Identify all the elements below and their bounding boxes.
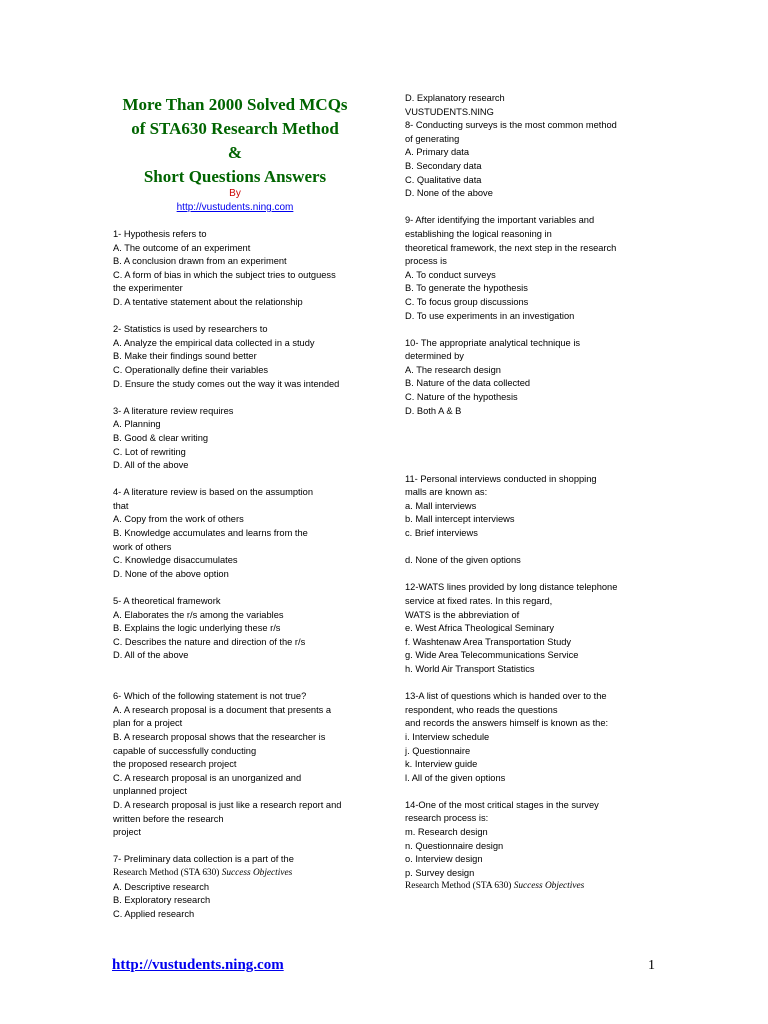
answer-option: B. Exploratory research [113,895,211,906]
question-block [405,473,655,568]
block-spacer [405,201,655,215]
question-text: 7- Preliminary data collection is a part of the [113,854,294,865]
header-site-link[interactable]: http://vustudents.ning.com [176,202,294,213]
answer-option: B. Make their findings sound better [113,351,257,362]
answer-option: and records the answers himself is known as the: [405,718,609,729]
answer-option: m. Research design [405,827,488,838]
answer-option: A. Copy from the work of others [113,514,244,525]
answer-option: d. None of the given options [405,555,521,566]
answer-option: A. Descriptive research [113,881,210,892]
running-header-note: Research Method (STA 630) Success Objectives [113,867,293,878]
answer-option: k. Interview guide [405,759,478,770]
answer-option: establishing the logical reasoning in [405,228,552,239]
answer-option: the proposed research project [113,759,237,770]
block-spacer [405,785,655,799]
blank-line [113,663,358,677]
answer-option: C. Lot of rewriting [113,446,186,457]
block-spacer [113,840,358,854]
left-question-column [113,228,358,921]
title-line-4: Short Questions Answers [143,167,327,186]
question-text: 10- The appropriate analytical technique is [405,337,581,348]
answer-option: D. Ensure the study comes out the way it was intended [113,378,340,389]
answer-option: n. Questionnaire design [405,840,504,851]
question-block [113,228,358,310]
answer-option: i. Interview schedule [405,731,490,742]
answer-option: D. To use experiments in an investigation [405,310,575,321]
answer-option: research process is: [405,813,489,824]
answer-option: capable of successfully conducting [113,745,257,756]
answer-option: A. The research design [405,364,501,375]
question-block [113,405,358,473]
question-text: 5- A theoretical framework [113,596,221,607]
answer-option: the experimenter [113,283,183,294]
answer-option: A. Planning [113,419,161,430]
answer-option: service at fixed rates. In this regard, [405,595,553,606]
question-block [113,690,358,840]
answer-option: VUSTUDENTS.NING [405,106,494,117]
answer-option: plan for a project [113,718,183,729]
blank-line [405,432,655,446]
answer-option: A. The outcome of an experiment [113,242,251,253]
answer-option: B. A research proposal shows that the researcher is [113,731,326,742]
answer-option: D. None of the above [405,188,493,199]
answer-option: C. Knowledge disaccumulates [113,555,238,566]
question-block [405,799,655,894]
block-spacer [113,310,358,324]
answer-option: f. Washtenaw Area Transportation Study [405,636,572,647]
question-text: 6- Which of the following statement is not true? [113,691,307,702]
right-question-column [405,92,655,894]
block-spacer [113,581,358,595]
answer-option: A. Analyze the empirical data collected in a study [113,337,315,348]
answer-option: B. Knowledge accumulates and learns from the [113,528,308,539]
answer-option: o. Interview design [405,854,483,865]
block-spacer [113,473,358,487]
question-text: D. Explanatory research [405,93,505,103]
answer-option: c. Brief interviews [405,528,478,538]
answer-option: D. All of the above [113,650,189,661]
answer-option: j. Questionnaire [405,745,471,756]
answer-option: B. A conclusion drawn from an experiment [113,256,287,267]
question-block [113,595,358,677]
question-text: 1- Hypothesis refers to [113,229,207,239]
answer-option: written before the research [113,813,224,824]
answer-option: B. To generate the hypothesis [405,283,528,294]
question-text: 13-A list of questions which is handed over to the [405,691,607,702]
answer-option: C. Describes the nature and direction of the r/s [113,636,306,647]
answer-option: A. To conduct surveys [405,269,496,280]
answer-option: respondent, who reads the questions [405,704,558,715]
answer-option: theoretical framework, the next step in the research [405,242,617,253]
title-line-1: More Than 2000 Solved MCQs [122,95,348,114]
block-spacer [405,459,655,473]
question-text: 4- A literature review is based on the assumption [113,487,313,498]
answer-option: B. Good & clear writing [113,432,209,443]
answer-option: work of others [113,541,172,552]
document-title-block [100,93,370,215]
by-label: By [229,188,241,199]
question-text: 9- After identifying the important variables and [405,215,595,226]
answer-option: B. Explains the logic underlying these r/s [113,623,281,634]
answer-option: C. A form of bias in which the subject tries to outguess [113,269,336,280]
title-line-3: & [227,143,243,162]
answer-option: C. To focus group discussions [405,296,529,307]
answer-option: D. A research proposal is just like a research report and [113,799,342,810]
answer-option: C. Operationally define their variables [113,364,269,375]
answer-option: WATS is the abbreviation of [405,609,520,620]
answer-option: a. Mall interviews [405,500,477,511]
question-text: 2- Statistics is used by researchers to [113,324,268,335]
answer-option: A. Elaborates the r/s among the variables [113,609,284,620]
answer-option: 8- Conducting surveys is the most common method [405,120,617,131]
blank-line [405,445,655,459]
answer-option: h. World Air Transport Statistics [405,663,535,674]
page-number: 1 [648,958,655,973]
answer-option: determined by [405,351,464,362]
question-block [113,486,358,581]
question-block [405,690,655,785]
answer-option: unplanned project [113,786,187,797]
answer-option: C. Qualitative data [405,174,482,185]
block-spacer [113,677,358,691]
block-spacer [405,323,655,337]
answer-option: B. Secondary data [405,160,482,171]
answer-option: that [113,500,129,511]
answer-option: malls are known as: [405,487,488,498]
question-block [113,853,358,921]
block-spacer [113,391,358,405]
block-spacer [405,677,655,691]
answer-option: process is [405,256,447,267]
answer-option: D. Both A & B [405,405,462,416]
block-spacer [405,568,655,582]
question-text: 14-One of the most critical stages in the survey [405,799,599,810]
question-text: 3- A literature review requires [113,405,234,416]
answer-option: D. None of the above option [113,568,229,579]
answer-option: B. Nature of the data collected [405,378,531,389]
answer-option: D. A tentative statement about the relationship [113,296,303,307]
title-line-2: of STA630 Research Method [131,119,339,138]
question-block [405,337,655,459]
answer-option: b. Mall intercept interviews [405,514,515,525]
running-header-note: Research Method (STA 630) Success Objectives [405,881,585,892]
question-block [405,214,655,323]
question-block [405,581,655,676]
question-block [113,323,358,391]
answer-option: C. A research proposal is an unorganized and [113,772,302,783]
answer-option: C. Nature of the hypothesis [405,392,518,403]
answer-option: project [113,827,141,838]
answer-option: A. Primary data [405,147,470,158]
blank-line [405,418,655,432]
answer-option: D. All of the above [113,460,189,471]
question-block [405,92,655,201]
answer-option: A. A research proposal is a document that presents a [113,704,332,715]
answer-option: g. Wide Area Telecommunications Service [405,650,579,661]
answer-option: C. Applied research [113,908,195,919]
question-text: 12-WATS lines provided by long distance telephone [405,582,618,593]
footer-site-link[interactable]: http://vustudents.ning.com [112,957,284,973]
question-text: 11- Personal interviews conducted in shopping [405,473,597,484]
answer-option: e. West Africa Theological Seminary [405,623,554,634]
answer-option: of generating [405,133,460,144]
blank-line [405,541,655,555]
answer-option: l. All of the given options [405,772,506,783]
answer-option: p. Survey design [405,867,475,878]
